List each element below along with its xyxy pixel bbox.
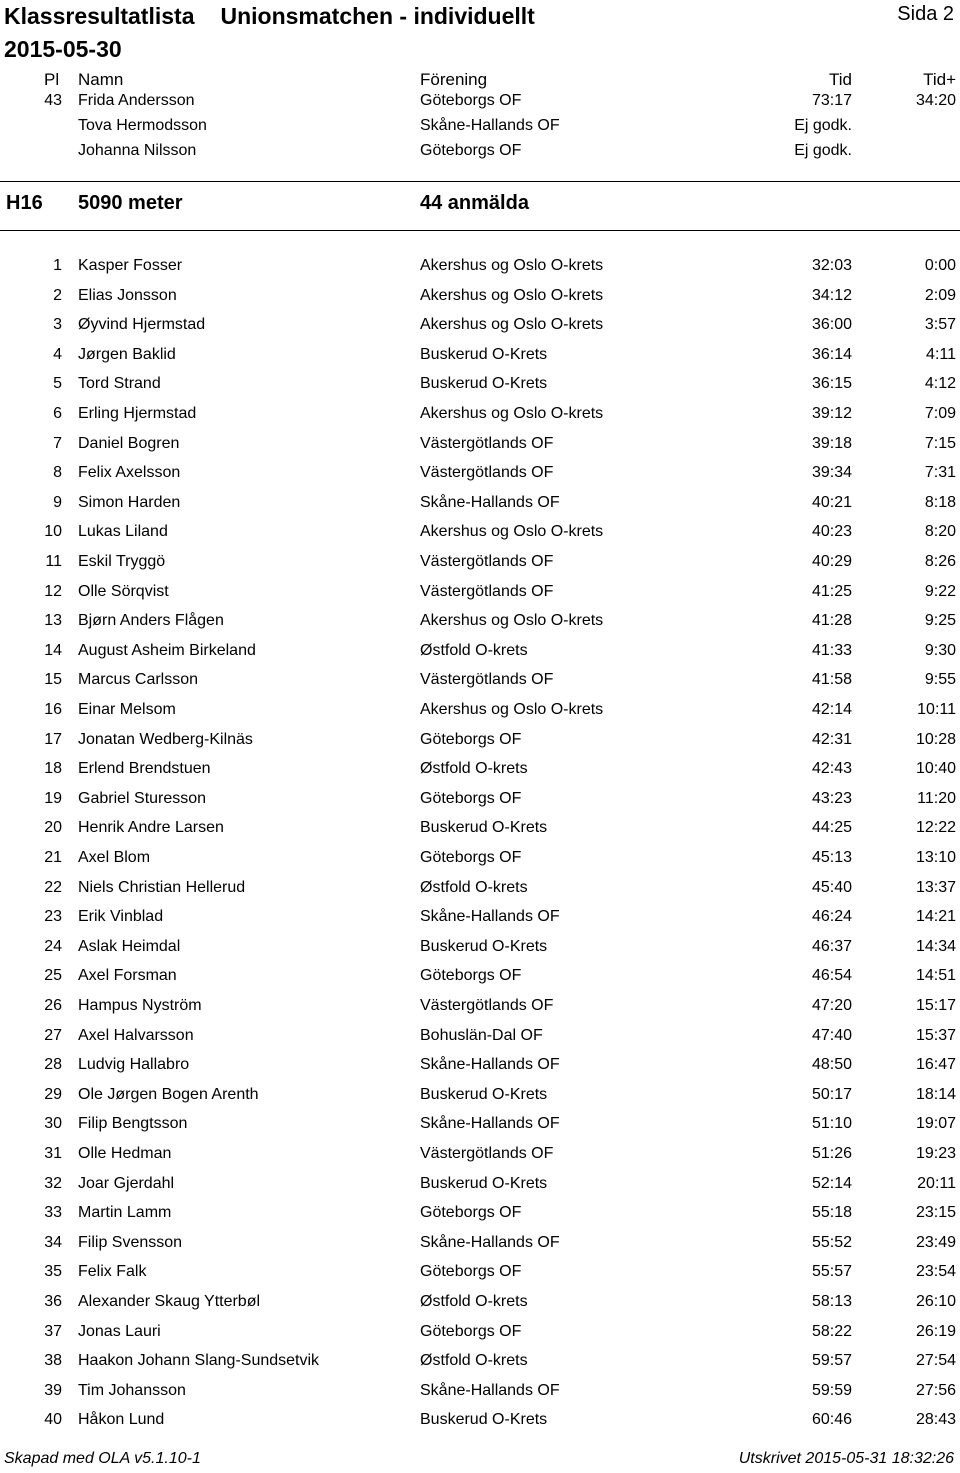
time-cell: 43:23 <box>811 789 852 807</box>
time-cell: 46:24 <box>811 908 852 926</box>
time-cell: 58:22 <box>811 1322 852 1340</box>
event-date: 2015-05-30 <box>4 36 122 62</box>
place-cell: 37 <box>44 1322 62 1340</box>
place-cell: 17 <box>44 730 62 748</box>
diff-cell: 27:56 <box>915 1381 956 1399</box>
club-cell: Akershus og Oslo O-krets <box>420 405 604 422</box>
time-cell: 55:57 <box>811 1263 852 1281</box>
place-cell: 31 <box>44 1145 62 1162</box>
diff-cell: 7:09 <box>924 405 956 422</box>
table-row <box>0 759 960 779</box>
time-cell: 52:14 <box>811 1174 852 1192</box>
time-cell: 44:25 <box>811 819 852 837</box>
club-cell: Buskerud O-Krets <box>420 375 548 393</box>
club-cell: Akershus og Oslo O-krets <box>420 523 604 541</box>
diff-cell: 20:11 <box>917 1174 956 1192</box>
place-cell: 32 <box>44 1174 62 1192</box>
diff-cell: 2:09 <box>924 286 956 304</box>
club-cell: Västergötlands OF <box>420 997 554 1014</box>
time-cell: 39:34 <box>811 464 852 482</box>
diff-cell: 27:54 <box>915 1352 956 1370</box>
club-cell: Buskerud O-Krets <box>420 345 548 363</box>
club-cell: Göteborgs OF <box>420 1322 522 1340</box>
club-cell: Buskerud O-Krets <box>420 937 548 955</box>
diff-cell: 8:18 <box>924 493 956 511</box>
place-cell: 28 <box>44 1056 62 1074</box>
diff-cell: 12:22 <box>915 819 956 837</box>
name-cell: Hampus Nyström <box>78 997 202 1014</box>
name-cell: Ludvig Hallabro <box>78 1056 190 1074</box>
table-row <box>0 286 960 306</box>
club-cell: Skåne-Hallands OF <box>420 908 560 926</box>
club-cell: Skåne-Hallands OF <box>420 493 560 511</box>
place-cell: 36 <box>44 1293 62 1310</box>
time-cell: 36:00 <box>811 316 852 334</box>
club-cell: Buskerud O-Krets <box>420 1085 548 1103</box>
time-cell: 41:33 <box>811 641 852 659</box>
place-cell: 39 <box>44 1381 62 1399</box>
place-cell: 40 <box>44 1411 62 1429</box>
place-cell: 35 <box>44 1263 62 1281</box>
club-cell: Göteborgs OF <box>420 789 522 807</box>
club-cell: Akershus og Oslo O-krets <box>420 701 604 718</box>
place-cell: 2 <box>53 286 62 304</box>
diff-cell: 10:28 <box>915 730 956 748</box>
time-cell: 45:40 <box>811 878 852 896</box>
place-cell: 16 <box>44 701 62 718</box>
club-cell: Skåne-Hallands OF <box>420 1115 560 1133</box>
name-cell: Jonatan Wedberg-Kilnäs <box>78 730 253 748</box>
page-title <box>4 3 535 30</box>
name-cell: Aslak Heimdal <box>78 937 181 955</box>
table-row <box>0 1026 960 1046</box>
table-row <box>0 1174 960 1194</box>
time-cell: 59:59 <box>811 1381 852 1399</box>
class-distance: 5090 meter <box>78 192 183 214</box>
diff-cell: 10:40 <box>915 760 956 778</box>
name-cell: Marcus Carlsson <box>78 671 199 689</box>
time-cell: 45:13 <box>811 849 852 866</box>
place-cell: 19 <box>44 789 62 807</box>
club-cell: Akershus og Oslo O-krets <box>420 316 604 334</box>
time-cell: 47:40 <box>811 1026 852 1044</box>
report-title: Klassresultatlista <box>4 3 195 29</box>
col-name: Namn <box>78 70 124 89</box>
name-cell: Erling Hjermstad <box>78 405 197 422</box>
club-cell: Østfold O-krets <box>420 1352 528 1370</box>
class-header <box>0 192 960 218</box>
name-cell: Filip Bengtsson <box>78 1115 188 1133</box>
time-cell: 39:12 <box>811 405 852 422</box>
table-row <box>0 463 960 483</box>
club-cell: Göteborgs OF <box>420 967 522 985</box>
club-cell: Göteborgs OF <box>420 92 522 109</box>
club-cell: Västergötlands OF <box>420 1145 554 1162</box>
table-row <box>0 670 960 690</box>
name-cell: Ole Jørgen Bogen Arenth <box>78 1085 259 1103</box>
place-cell: 6 <box>53 405 62 422</box>
diff-cell: 8:20 <box>924 523 956 541</box>
time-cell: 51:26 <box>811 1145 852 1162</box>
table-row <box>0 996 960 1016</box>
diff-cell: 7:31 <box>924 464 956 482</box>
diff-cell: 14:21 <box>915 908 956 926</box>
place-cell: 9 <box>53 493 62 511</box>
club-cell: Västergötlands OF <box>420 464 554 482</box>
diff-cell: 19:23 <box>915 1145 956 1162</box>
name-cell: Axel Blom <box>78 849 151 866</box>
table-row <box>0 907 960 927</box>
club-cell: Västergötlands OF <box>420 582 554 600</box>
place-cell: 8 <box>53 464 62 482</box>
name-cell: Håkon Lund <box>78 1411 165 1429</box>
time-cell: 32:03 <box>811 257 852 274</box>
footer-created-with: Skapad med OLA v5.1.10-1 <box>4 1450 201 1467</box>
name-cell: Erik Vinblad <box>78 908 164 926</box>
diff-cell: 14:51 <box>915 967 956 985</box>
table-row <box>0 1055 960 1075</box>
table-row <box>0 1144 960 1164</box>
col-diff: Tid+ <box>923 70 956 89</box>
table-row <box>0 404 960 424</box>
table-row <box>0 611 960 631</box>
table-row <box>0 1292 960 1312</box>
place-cell: 4 <box>53 345 62 363</box>
place-cell: 13 <box>44 612 62 630</box>
table-row <box>0 1085 960 1105</box>
name-cell: Lukas Liland <box>78 523 168 541</box>
time-cell: 60:46 <box>811 1411 852 1429</box>
club-cell: Västergötlands OF <box>420 671 554 689</box>
place-cell: 34 <box>44 1233 62 1251</box>
club-cell: Västergötlands OF <box>420 434 554 452</box>
table-row <box>0 1233 960 1253</box>
time-cell: 36:14 <box>811 345 852 363</box>
diff-cell: 28:43 <box>915 1411 956 1429</box>
name-cell: Olle Sörqvist <box>78 582 169 600</box>
place-cell: 20 <box>44 819 62 837</box>
table-row <box>0 966 960 986</box>
time-cell: 40:23 <box>811 523 852 541</box>
table-row <box>0 937 960 957</box>
place-cell: 26 <box>44 997 62 1014</box>
table-row <box>0 91 960 111</box>
club-cell: Göteborgs OF <box>420 142 522 159</box>
club-cell: Østfold O-krets <box>420 1293 528 1310</box>
name-cell: August Asheim Birkeland <box>78 641 256 659</box>
table-row <box>0 878 960 898</box>
time-cell: 46:37 <box>811 937 852 955</box>
place-cell: 12 <box>44 582 62 600</box>
place-cell: 30 <box>44 1115 62 1133</box>
place-cell: 23 <box>44 908 62 926</box>
diff-cell: 23:15 <box>915 1204 956 1222</box>
name-cell: Axel Forsman <box>78 967 177 985</box>
name-cell: Tord Strand <box>78 375 161 393</box>
diff-cell: 26:10 <box>915 1293 956 1310</box>
place-cell: 29 <box>44 1085 62 1103</box>
table-row <box>0 141 960 161</box>
diff-cell: 34:20 <box>915 92 956 109</box>
table-row <box>0 315 960 335</box>
name-cell: Daniel Bogren <box>78 434 180 452</box>
table-row <box>0 1203 960 1223</box>
name-cell: Felix Axelsson <box>78 464 181 482</box>
name-cell: Tim Johansson <box>78 1381 186 1399</box>
diff-cell: 9:25 <box>924 612 956 630</box>
place-cell: 10 <box>44 523 62 541</box>
name-cell: Bjørn Anders Flågen <box>78 612 224 630</box>
place-cell: 22 <box>44 878 62 896</box>
time-cell: 42:43 <box>811 760 852 778</box>
name-cell: Filip Svensson <box>78 1233 183 1251</box>
class-divider <box>0 181 960 182</box>
name-cell: Gabriel Sturesson <box>78 789 207 807</box>
time-cell: 55:52 <box>811 1233 852 1251</box>
table-row <box>0 641 960 661</box>
table-row <box>0 582 960 602</box>
time-cell: 34:12 <box>811 286 852 304</box>
table-row <box>0 345 960 365</box>
club-cell: Skåne-Hallands OF <box>420 1056 560 1074</box>
club-cell: Buskerud O-Krets <box>420 819 548 837</box>
table-row <box>0 256 960 276</box>
table-row <box>0 848 960 868</box>
time-cell: 48:50 <box>811 1056 852 1074</box>
name-cell: Øyvind Hjermstad <box>78 316 206 334</box>
club-cell: Skåne-Hallands OF <box>420 1233 560 1251</box>
place-cell: 21 <box>44 849 62 866</box>
club-cell: Bohuslän-Dal OF <box>420 1026 543 1044</box>
diff-cell: 7:15 <box>924 434 956 452</box>
place-cell: 33 <box>44 1204 62 1222</box>
name-cell: Henrik Andre Larsen <box>78 819 224 837</box>
name-cell: Kasper Fosser <box>78 257 183 274</box>
place-cell: 14 <box>44 641 62 659</box>
place-cell: 1 <box>53 257 62 274</box>
name-cell: Niels Christian Hellerud <box>78 878 246 896</box>
club-cell: Østfold O-krets <box>420 760 528 778</box>
name-cell: Simon Harden <box>78 493 181 511</box>
place-cell: 15 <box>44 671 62 689</box>
club-cell: Göteborgs OF <box>420 1204 522 1222</box>
club-cell: Västergötlands OF <box>420 553 554 570</box>
place-cell: 5 <box>53 375 62 393</box>
diff-cell: 19:07 <box>915 1115 956 1133</box>
name-cell: Felix Falk <box>78 1263 147 1281</box>
club-cell: Akershus og Oslo O-krets <box>420 286 604 304</box>
time-cell: 42:31 <box>811 730 852 748</box>
time-cell: 42:14 <box>811 701 852 718</box>
place-cell: 27 <box>44 1026 62 1044</box>
club-cell: Skåne-Hallands OF <box>420 1381 560 1399</box>
diff-cell: 9:22 <box>924 582 956 600</box>
time-cell: 59:57 <box>811 1352 852 1370</box>
table-row <box>0 522 960 542</box>
table-row <box>0 1262 960 1282</box>
table-row <box>0 789 960 809</box>
name-cell: Erlend Brendstuen <box>78 760 211 778</box>
diff-cell: 13:10 <box>915 849 956 866</box>
name-cell: Jørgen Baklid <box>78 345 176 363</box>
diff-cell: 18:14 <box>915 1085 956 1103</box>
table-row <box>0 1410 960 1430</box>
time-cell: 40:29 <box>811 553 852 570</box>
diff-cell: 9:30 <box>924 641 956 659</box>
diff-cell: 8:26 <box>924 553 956 570</box>
table-row <box>0 1322 960 1342</box>
name-cell: Alexander Skaug Ytterbøl <box>78 1293 261 1310</box>
table-row <box>0 730 960 750</box>
table-row <box>0 818 960 838</box>
table-row <box>0 1114 960 1134</box>
diff-cell: 15:37 <box>915 1026 956 1044</box>
table-row <box>0 493 960 513</box>
col-club: Förening <box>420 70 488 89</box>
event-title: Unionsmatchen - individuellt <box>220 3 535 29</box>
table-row <box>0 434 960 454</box>
club-cell: Østfold O-krets <box>420 641 528 659</box>
place-cell: 25 <box>44 967 62 985</box>
diff-cell: 4:12 <box>924 375 956 393</box>
name-cell: Joar Gjerdahl <box>78 1174 175 1192</box>
time-cell: Ej godk. <box>794 117 852 134</box>
class-header-divider <box>0 230 960 231</box>
diff-cell: 10:11 <box>917 701 956 718</box>
time-cell: 51:10 <box>811 1115 852 1133</box>
name-cell: Axel Halvarsson <box>78 1026 194 1044</box>
time-cell: 39:18 <box>811 434 852 452</box>
footer-printed: Utskrivet 2015-05-31 18:32:26 <box>738 1450 954 1467</box>
name-cell: Martin Lamm <box>78 1204 172 1222</box>
time-cell: 41:58 <box>811 671 852 689</box>
diff-cell: 3:57 <box>924 316 956 334</box>
table-row <box>0 1381 960 1401</box>
time-cell: Ej godk. <box>794 142 852 159</box>
place-cell: 11 <box>45 553 62 570</box>
name-cell: Haakon Johann Slang-Sundsetvik <box>78 1352 320 1370</box>
club-cell: Göteborgs OF <box>420 849 522 866</box>
time-cell: 36:15 <box>811 375 852 393</box>
diff-cell: 4:11 <box>926 345 956 363</box>
diff-cell: 15:17 <box>915 997 956 1014</box>
place-cell: 7 <box>53 434 62 452</box>
place-cell: 18 <box>44 760 62 778</box>
table-row <box>0 700 960 720</box>
name-cell: Tova Hermodsson <box>78 117 207 134</box>
diff-cell: 11:20 <box>917 789 956 807</box>
time-cell: 58:13 <box>811 1293 852 1310</box>
name-cell: Einar Melsom <box>78 701 176 718</box>
diff-cell: 0:00 <box>924 257 956 274</box>
place-cell: 3 <box>53 316 62 334</box>
class-name: H16 <box>6 192 43 214</box>
diff-cell: 26:19 <box>915 1322 956 1340</box>
diff-cell: 9:55 <box>924 671 956 689</box>
table-row <box>0 1351 960 1371</box>
time-cell: 55:18 <box>811 1204 852 1222</box>
name-cell: Johanna Nilsson <box>78 142 197 159</box>
col-time: Tid <box>829 70 852 89</box>
name-cell: Olle Hedman <box>78 1145 172 1162</box>
club-cell: Buskerud O-Krets <box>420 1174 548 1192</box>
time-cell: 41:28 <box>811 612 852 630</box>
name-cell: Eskil Tryggö <box>78 553 166 570</box>
place-cell: 24 <box>44 937 62 955</box>
place-cell: 43 <box>44 92 62 109</box>
table-row <box>0 374 960 394</box>
diff-cell: 16:47 <box>915 1056 956 1074</box>
diff-cell: 23:54 <box>915 1263 956 1281</box>
table-row <box>0 116 960 136</box>
name-cell: Frida Andersson <box>78 92 195 109</box>
table-row <box>0 552 960 572</box>
name-cell: Elias Jonsson <box>78 286 177 304</box>
time-cell: 73:17 <box>811 92 852 109</box>
club-cell: Skåne-Hallands OF <box>420 117 560 134</box>
club-cell: Akershus og Oslo O-krets <box>420 257 604 274</box>
col-pl: Pl <box>44 70 60 89</box>
name-cell: Jonas Lauri <box>78 1322 161 1340</box>
diff-cell: 14:34 <box>915 937 956 955</box>
place-cell: 38 <box>44 1352 62 1370</box>
club-cell: Akershus og Oslo O-krets <box>420 612 604 630</box>
time-cell: 40:21 <box>811 493 852 511</box>
diff-cell: 23:49 <box>915 1233 956 1251</box>
time-cell: 50:17 <box>811 1085 852 1103</box>
club-cell: Østfold O-krets <box>420 878 528 896</box>
time-cell: 46:54 <box>811 967 852 985</box>
time-cell: 47:20 <box>811 997 852 1014</box>
club-cell: Göteborgs OF <box>420 730 522 748</box>
time-cell: 41:25 <box>811 582 852 600</box>
page-number: Sida 2 <box>897 3 954 25</box>
club-cell: Göteborgs OF <box>420 1263 522 1281</box>
column-headers <box>0 70 960 90</box>
class-entries: 44 anmälda <box>420 192 529 214</box>
club-cell: Buskerud O-Krets <box>420 1411 548 1429</box>
diff-cell: 13:37 <box>915 878 956 896</box>
